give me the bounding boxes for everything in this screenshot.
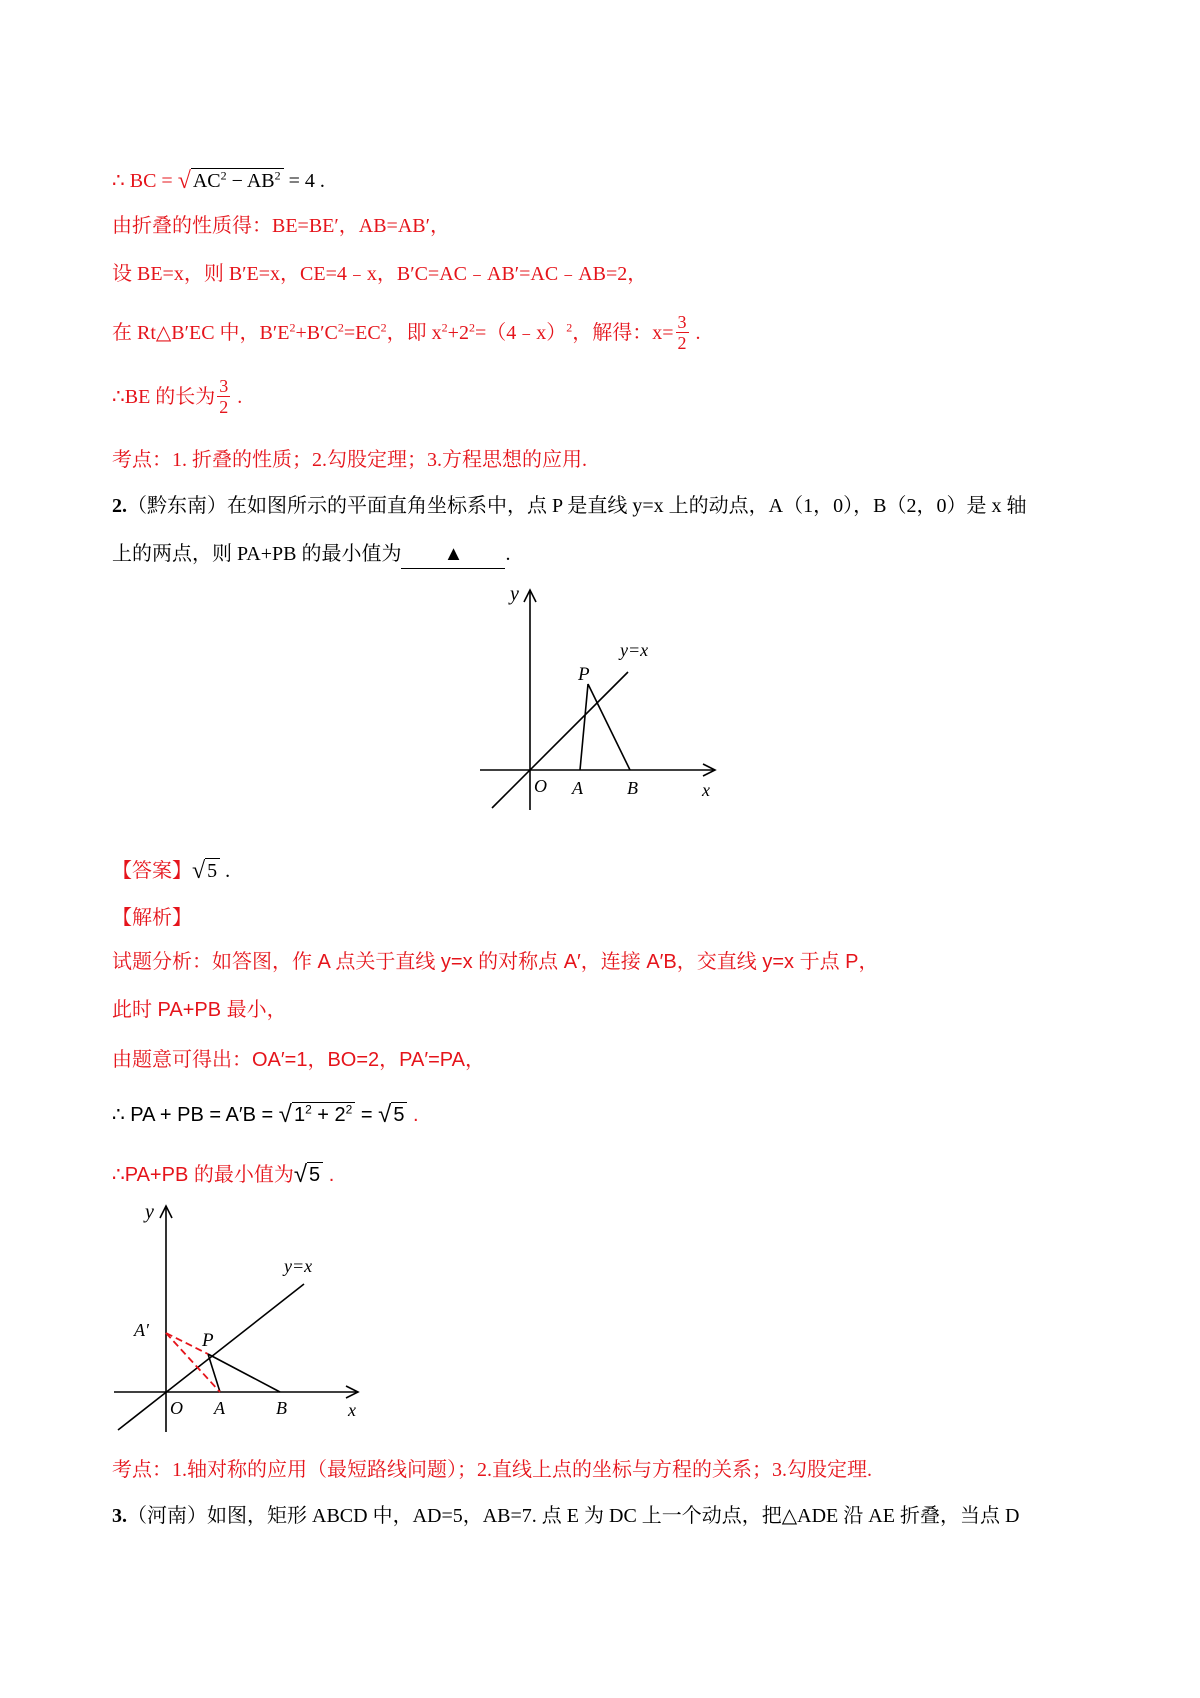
question-number: 3. bbox=[112, 1505, 127, 1527]
right-triangle-line bbox=[112, 314, 701, 355]
conclusion-prefix: ∴PA+PB 的最小值为 bbox=[112, 1164, 294, 1186]
rad-one: 1 bbox=[293, 1104, 306, 1126]
rad-ab: − AB bbox=[226, 170, 275, 192]
be-prefix: ∴BE 的长为 bbox=[112, 386, 216, 409]
analysis-label: 【解析】 bbox=[112, 907, 192, 929]
radicand: 5 bbox=[307, 1162, 323, 1187]
analysis-line-3: 由题意可得出：OA′=1，BO=2，PA′=PA， bbox=[112, 1049, 485, 1071]
sqrt-five: √ 5 bbox=[378, 1100, 407, 1129]
exp: 2 bbox=[274, 168, 281, 183]
fold-property-line: 由折叠的性质得：BE=BE′，AB=AB′， bbox=[112, 215, 450, 237]
rad-ac: AC bbox=[192, 170, 221, 192]
analysis-calc-line bbox=[112, 1100, 419, 1129]
y-label: y bbox=[145, 1201, 154, 1223]
rt-part: ，即 x bbox=[386, 322, 442, 345]
rt-part: =（4﹣x） bbox=[474, 322, 567, 345]
answer-line bbox=[112, 856, 230, 885]
question-number: 2. bbox=[112, 495, 127, 517]
exp: 2 bbox=[305, 1102, 312, 1117]
segment-pa bbox=[580, 684, 588, 770]
answer-suffix: . bbox=[220, 860, 231, 882]
point-a-prime-label: A′ bbox=[134, 1320, 149, 1340]
blank-triangle-mark: ▲ bbox=[443, 543, 464, 565]
line-y-eq-x bbox=[492, 672, 628, 808]
question-suffix: . bbox=[505, 543, 511, 565]
exp: 2 bbox=[337, 320, 344, 335]
exp: 2 bbox=[566, 320, 573, 335]
radicand: 5 bbox=[391, 1102, 407, 1127]
exp: 2 bbox=[220, 168, 227, 183]
line-label: y=x bbox=[620, 640, 649, 660]
frac-num: 3 bbox=[219, 376, 229, 396]
radicand: 5 bbox=[205, 858, 220, 883]
fraction-three-halves bbox=[676, 312, 689, 353]
point-a-label: A bbox=[214, 1398, 225, 1418]
sqrt-expression: √ $AC^2 - AB^2$ bbox=[178, 166, 284, 195]
question-2-line-2 bbox=[112, 540, 510, 569]
exp: 2 bbox=[345, 1102, 353, 1117]
bc-suffix: = 4 . bbox=[283, 170, 325, 192]
analysis-line-1: 试题分析：如答图，作 A 点关于直线 y=x 的对称点 A′，连接 A′B，交直线 y=x 于点 P， bbox=[112, 951, 879, 973]
coordinate-figure-2 bbox=[108, 1200, 368, 1440]
kaodian-2: 考点：1.轴对称的应用（最短路线问题）；2.直线上点的坐标与方程的关系；3.勾股定理. bbox=[112, 1459, 872, 1481]
exp: 2 bbox=[380, 320, 387, 335]
exp: 2 bbox=[441, 320, 448, 335]
sqrt-expression: √ $1^2 + 2^2$ bbox=[279, 1100, 356, 1129]
bc-prefix: ∴ BC = bbox=[112, 170, 178, 192]
analysis-conclusion bbox=[112, 1160, 334, 1189]
rt-part: +2 bbox=[447, 322, 469, 345]
rad-two: + 2 bbox=[311, 1104, 346, 1126]
frac-den: 2 bbox=[219, 397, 229, 417]
sqrt-five: √ 5 bbox=[294, 1160, 323, 1189]
analysis-line-2: 此时 PA+PB 最小， bbox=[112, 999, 287, 1021]
line-label: y=x bbox=[284, 1256, 313, 1276]
be-suffix: . bbox=[232, 386, 243, 409]
let-be-line: 设 BE=x，则 B′E=x，CE=4﹣x，B′C=AC﹣AB′=AC﹣AB=2， bbox=[112, 263, 648, 285]
frac-den: 2 bbox=[677, 333, 687, 353]
point-b-label: B bbox=[627, 778, 638, 798]
x-label: x bbox=[348, 1400, 356, 1420]
bc-equation bbox=[112, 166, 325, 195]
exp: 2 bbox=[289, 320, 296, 335]
question-text: （河南）如图，矩形 ABCD 中，AD=5，AB=7. 点 E 为 DC 上一个动点，把△ADE 沿 AE 折叠，当点 D bbox=[127, 1505, 1020, 1527]
rt-end: . bbox=[690, 322, 701, 345]
rt-part: +B′C bbox=[295, 322, 338, 345]
exp: 2 bbox=[468, 320, 475, 335]
coordinate-figure-1 bbox=[470, 580, 720, 820]
rt-part: 在 Rt△B′EC 中，B′E bbox=[112, 322, 290, 345]
question-3-line bbox=[112, 1502, 1019, 1530]
answer-label: 【答案】 bbox=[112, 860, 192, 882]
question-2-line-1 bbox=[112, 492, 1026, 520]
rt-part: =EC bbox=[343, 322, 381, 345]
origin-label: O bbox=[170, 1398, 183, 1418]
point-a-label: A bbox=[572, 778, 583, 798]
calc-equals: = bbox=[355, 1104, 379, 1126]
calc-suffix: . bbox=[407, 1104, 419, 1126]
conclusion-suffix: . bbox=[323, 1164, 335, 1186]
question-text: 上的两点，则 PA+PB 的最小值为 bbox=[112, 543, 402, 565]
answer-blank bbox=[401, 540, 505, 569]
question-text: （黔东南）在如图所示的平面直角坐标系中，点 P 是直线 y=x 上的动点，A（1，0），B（2，0）是 x 轴 bbox=[127, 495, 1027, 517]
rt-part: ，解得：x= bbox=[572, 322, 674, 345]
kaodian-1: 考点：1. 折叠的性质；2.勾股定理；3.方程思想的应用. bbox=[112, 449, 587, 471]
x-label: x bbox=[702, 780, 710, 800]
segment-pb bbox=[588, 684, 630, 770]
fraction-three-halves bbox=[217, 376, 230, 417]
calc-prefix: ∴ PA + PB = A′B = bbox=[112, 1104, 279, 1126]
point-p-label: P bbox=[578, 664, 590, 685]
y-label: y bbox=[510, 583, 519, 605]
origin-label: O bbox=[534, 776, 547, 796]
point-p-label: P bbox=[202, 1330, 214, 1351]
frac-num: 3 bbox=[677, 312, 687, 332]
point-b-label: B bbox=[276, 1398, 287, 1418]
sqrt-five: √ 5 bbox=[192, 856, 220, 885]
be-length-line bbox=[112, 378, 242, 419]
